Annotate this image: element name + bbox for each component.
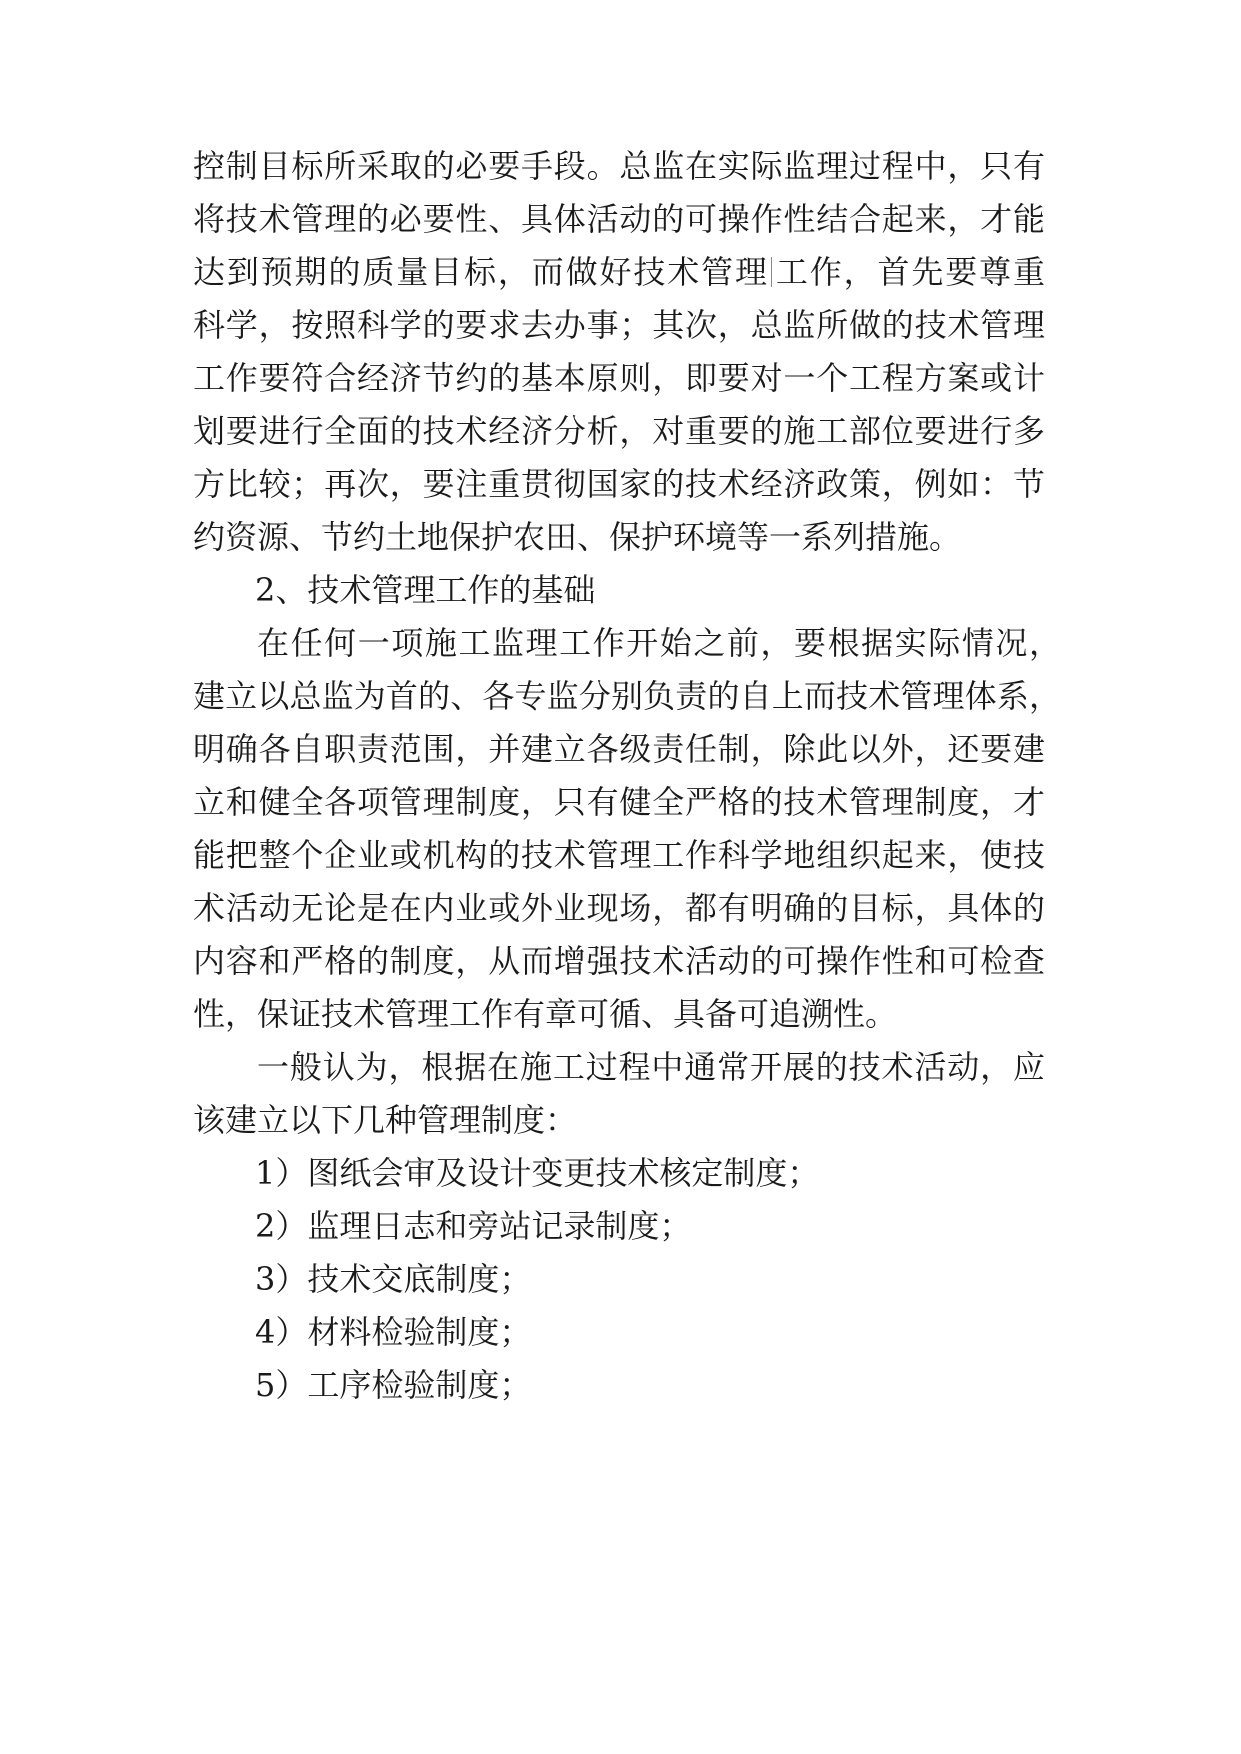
text-line: 能把整个企业或机构的技术管理工作科学地组织起来，使技 bbox=[193, 836, 1045, 874]
list-item: 5）工序检验制度； bbox=[255, 1366, 532, 1404]
text-line bbox=[193, 252, 1045, 292]
text-line: 科学，按照科学的要求去办事；其次，总监所做的技术管理 bbox=[193, 306, 1045, 344]
text-cursor-icon bbox=[771, 257, 772, 287]
text-line: 明确各自职责范围，并建立各级责任制，除此以外，还要建 bbox=[193, 730, 1045, 768]
list-item: 3）技术交底制度； bbox=[255, 1260, 532, 1298]
text-line: 该建立以下几种管理制度： bbox=[193, 1101, 578, 1139]
text-line: 一般认为，根据在施工过程中通常开展的技术活动，应 bbox=[257, 1048, 1045, 1086]
text-line: 将技术管理的必要性、具体活动的可操作性结合起来，才能 bbox=[193, 200, 1045, 238]
list-item: 4）材料检验制度； bbox=[255, 1313, 532, 1351]
text-line: 内容和严格的制度，从而增强技术活动的可操作性和可检查 bbox=[193, 942, 1045, 980]
text-line: 术活动无论是在内业或外业现场，都有明确的目标，具体的 bbox=[193, 889, 1045, 927]
text-line: 约资源、节约土地保护农田、保护环境等一系列措施。 bbox=[193, 518, 962, 556]
text-line: 立和健全各项管理制度，只有健全严格的技术管理制度，才 bbox=[193, 783, 1045, 821]
text-line: 在任何一项施工监理工作开始之前，要根据实际情况， bbox=[257, 624, 1061, 662]
text-line: 性，保证技术管理工作有章可循、具备可追溯性。 bbox=[193, 995, 898, 1033]
section-heading: 2、技术管理工作的基础 bbox=[255, 571, 596, 609]
text-line: 划要进行全面的技术经济分析，对重要的施工部位要进行多 bbox=[193, 412, 1045, 450]
list-item: 2）监理日志和旁站记录制度； bbox=[255, 1207, 692, 1245]
text-line: 建立以总监为首的、各专监分别负责的自上而技术管理体系， bbox=[193, 677, 1061, 715]
text-line: 方比较；再次，要注重贯彻国家的技术经济政策，例如：节 bbox=[193, 465, 1045, 503]
text-segment: 工作，首先要尊重 bbox=[773, 253, 1045, 291]
text-line: 工作要符合经济节约的基本原则，即要对一个工程方案或计 bbox=[193, 359, 1045, 397]
text-line: 控制目标所采取的必要手段。总监在实际监理过程中，只有 bbox=[193, 147, 1045, 185]
text-segment: 达到预期的质量目标，而做好技术管理 bbox=[193, 253, 769, 291]
list-item: 1）图纸会审及设计变更技术核定制度； bbox=[255, 1154, 820, 1192]
